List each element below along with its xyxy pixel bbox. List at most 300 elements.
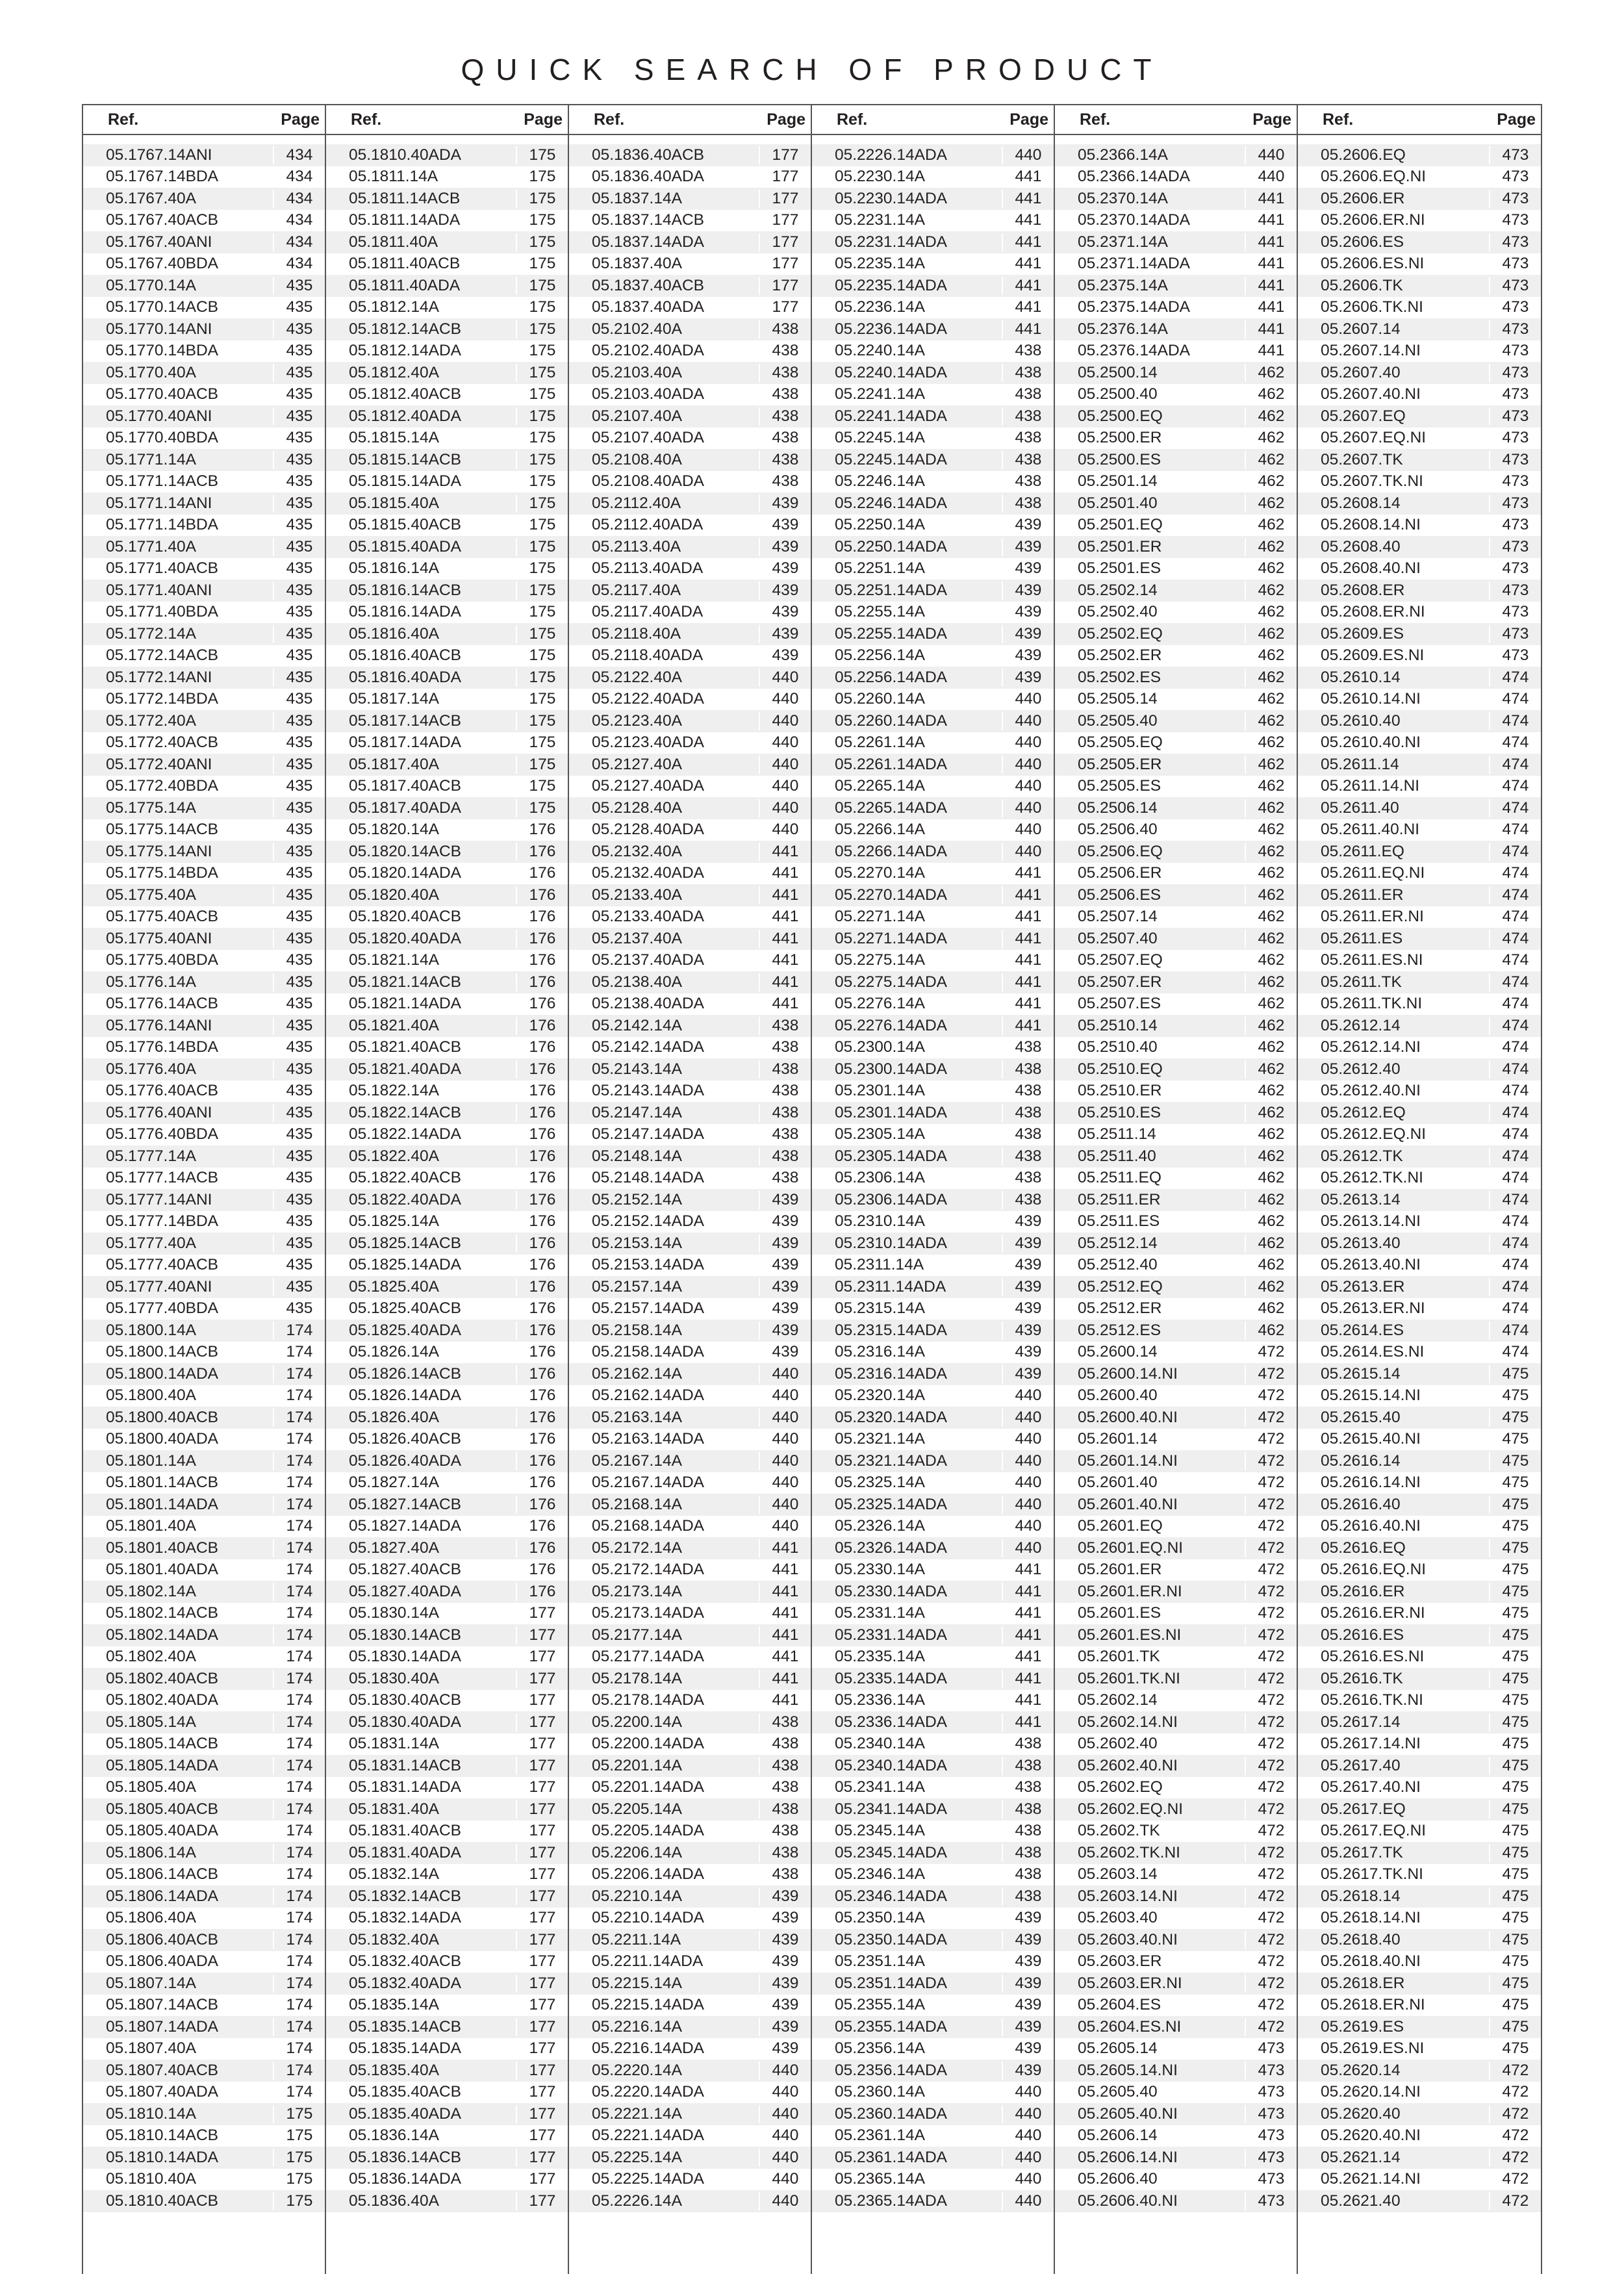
product-ref: 05.1801.14ADA bbox=[106, 1495, 218, 1513]
page-number: 462 bbox=[1245, 1256, 1297, 1274]
product-ref: 05.1831.14A bbox=[349, 1735, 439, 1753]
page-number: 473 bbox=[1245, 2105, 1297, 2123]
page-number: 177 bbox=[516, 2170, 568, 2188]
table-row bbox=[1298, 210, 1541, 232]
page-number: 474 bbox=[1489, 669, 1541, 687]
page-number: 441 bbox=[1245, 233, 1297, 251]
product-ref: 05.1772.40A bbox=[106, 711, 196, 730]
table-row bbox=[812, 1320, 1054, 1342]
product-ref: 05.2246.14ADA bbox=[835, 494, 947, 512]
product-ref: 05.2605.40.NI bbox=[1078, 2104, 1178, 2123]
page-number: 438 bbox=[759, 451, 811, 469]
product-ref: 05.2617.14.NI bbox=[1321, 1735, 1421, 1753]
table-row bbox=[812, 1995, 1054, 2017]
table-row bbox=[326, 971, 568, 993]
table-row bbox=[1055, 1559, 1297, 1581]
page-number: 475 bbox=[1489, 1648, 1541, 1666]
product-ref: 05.2102.40A bbox=[592, 320, 682, 338]
page-number: 473 bbox=[1489, 451, 1541, 469]
page-number: 472 bbox=[1489, 2127, 1541, 2145]
table-row bbox=[1055, 166, 1297, 188]
product-ref: 05.2122.40A bbox=[592, 668, 682, 686]
product-ref: 05.1810.14A bbox=[106, 2104, 196, 2123]
page-number: 441 bbox=[1002, 1670, 1054, 1688]
page-number: 176 bbox=[516, 1452, 568, 1470]
table-row bbox=[1298, 558, 1541, 580]
table-row bbox=[812, 1407, 1054, 1429]
column-header bbox=[812, 104, 1054, 135]
product-ref: 05.2340.14A bbox=[835, 1735, 925, 1753]
product-ref: 05.2142.14A bbox=[592, 1016, 682, 1034]
page-number: 462 bbox=[1245, 1017, 1297, 1035]
page-header: Page bbox=[1497, 110, 1536, 129]
table-row bbox=[569, 1298, 811, 1320]
page-number: 176 bbox=[516, 1125, 568, 1143]
table-row bbox=[1298, 1885, 1541, 1908]
product-ref: 05.2601.ER bbox=[1078, 1561, 1162, 1579]
page-number: 438 bbox=[759, 429, 811, 447]
table-row bbox=[569, 863, 811, 885]
table-row bbox=[812, 1516, 1054, 1538]
page-number: 440 bbox=[759, 756, 811, 774]
product-ref: 05.2132.40A bbox=[592, 842, 682, 860]
page-number: 174 bbox=[273, 1974, 325, 1993]
page-number: 174 bbox=[273, 1626, 325, 1644]
page-number: 441 bbox=[759, 1561, 811, 1579]
page-number: 438 bbox=[759, 1017, 811, 1035]
table-row bbox=[1298, 340, 1541, 363]
product-ref: 05.2603.ER bbox=[1078, 1952, 1162, 1971]
table-row bbox=[569, 1407, 811, 1429]
table-row bbox=[569, 275, 811, 297]
table-row bbox=[1055, 1820, 1297, 1843]
page-number: 440 bbox=[759, 777, 811, 795]
page-number: 438 bbox=[1002, 1757, 1054, 1775]
table-row bbox=[83, 754, 325, 776]
page-number: 462 bbox=[1245, 1278, 1297, 1296]
product-ref: 05.1800.40A bbox=[106, 1386, 196, 1405]
product-ref: 05.2611.ES.NI bbox=[1321, 951, 1423, 969]
page-number: 438 bbox=[759, 1844, 811, 1862]
page-number: 440 bbox=[1002, 1430, 1054, 1448]
table-row bbox=[812, 906, 1054, 928]
product-ref: 05.2601.TK.NI bbox=[1078, 1669, 1180, 1687]
table-row bbox=[1298, 689, 1541, 711]
page-number: 174 bbox=[273, 1474, 325, 1492]
page-number: 439 bbox=[759, 1278, 811, 1296]
page-number: 438 bbox=[759, 1713, 811, 1731]
table-row bbox=[1055, 1450, 1297, 1472]
table-row bbox=[569, 1494, 811, 1516]
table-row bbox=[569, 1145, 811, 1168]
table-row bbox=[83, 2016, 325, 2038]
product-ref: 05.2621.14 bbox=[1321, 2148, 1401, 2166]
page-number: 474 bbox=[1489, 864, 1541, 882]
table-row bbox=[326, 1058, 568, 1080]
table-row bbox=[326, 362, 568, 384]
table-row bbox=[1298, 1690, 1541, 1712]
product-ref: 05.1802.14A bbox=[106, 1582, 196, 1600]
product-ref: 05.2112.40A bbox=[592, 494, 681, 512]
page-number: 475 bbox=[1489, 1778, 1541, 1796]
table-row bbox=[83, 515, 325, 537]
page-number: 177 bbox=[516, 2192, 568, 2210]
product-ref: 05.2607.TK.NI bbox=[1321, 472, 1423, 491]
product-ref: 05.1825.40ADA bbox=[349, 1321, 461, 1339]
page-number: 435 bbox=[273, 516, 325, 534]
product-ref: 05.2266.14ADA bbox=[835, 842, 947, 860]
product-ref: 05.2609.ES.NI bbox=[1321, 646, 1425, 665]
page-number: 472 bbox=[1245, 1757, 1297, 1775]
page-number: 462 bbox=[1245, 494, 1297, 513]
page-number: 439 bbox=[1002, 559, 1054, 578]
page-number: 435 bbox=[273, 646, 325, 665]
table-row bbox=[1298, 2016, 1541, 2038]
table-row bbox=[1298, 188, 1541, 210]
table-row bbox=[569, 1385, 811, 1407]
product-ref: 05.2310.14ADA bbox=[835, 1234, 947, 1252]
product-ref: 05.2506.ER bbox=[1078, 864, 1162, 882]
table-row bbox=[1055, 1276, 1297, 1298]
table-row bbox=[83, 1733, 325, 1756]
table-row bbox=[326, 471, 568, 493]
product-ref: 05.2355.14A bbox=[835, 1996, 925, 2014]
product-ref: 05.2107.40A bbox=[592, 407, 682, 425]
table-row bbox=[569, 1929, 811, 1951]
table-row bbox=[812, 950, 1054, 972]
table-row bbox=[83, 1820, 325, 1843]
page-number: 441 bbox=[1002, 1583, 1054, 1601]
table-row bbox=[569, 1363, 811, 1385]
table-row bbox=[812, 1255, 1054, 1277]
table-row bbox=[83, 2103, 325, 2125]
table-row bbox=[1055, 362, 1297, 384]
page-number: 472 bbox=[1489, 2149, 1541, 2167]
product-ref: 05.2211.14ADA bbox=[592, 1952, 704, 1971]
product-ref: 05.2620.40 bbox=[1321, 2104, 1401, 2123]
product-ref: 05.1812.40A bbox=[349, 363, 439, 381]
product-ref: 05.1772.14ANI bbox=[106, 668, 212, 686]
table-row bbox=[83, 863, 325, 885]
table-row bbox=[569, 797, 811, 819]
product-ref: 05.1836.14ADA bbox=[349, 2170, 461, 2188]
page-number: 462 bbox=[1245, 821, 1297, 839]
page-number: 441 bbox=[1002, 1713, 1054, 1731]
page-number: 472 bbox=[1245, 1735, 1297, 1753]
page-number: 440 bbox=[1002, 146, 1054, 164]
table-row bbox=[812, 318, 1054, 340]
page-number: 176 bbox=[516, 1278, 568, 1296]
product-ref: 05.2370.14ADA bbox=[1078, 211, 1190, 229]
product-ref: 05.1770.40A bbox=[106, 363, 196, 381]
row-list bbox=[83, 144, 325, 2212]
table-row bbox=[812, 1798, 1054, 1820]
product-ref: 05.2127.40A bbox=[592, 755, 682, 773]
table-row bbox=[812, 776, 1054, 798]
product-ref: 05.1827.40A bbox=[349, 1539, 439, 1557]
page-number: 474 bbox=[1489, 1147, 1541, 1166]
ref-header: Ref. bbox=[1080, 110, 1111, 129]
table-row bbox=[1298, 732, 1541, 754]
table-row bbox=[83, 928, 325, 950]
table-row bbox=[569, 1995, 811, 2017]
product-ref: 05.2225.14ADA bbox=[592, 2170, 704, 2188]
table-row bbox=[326, 950, 568, 972]
table-row bbox=[1298, 863, 1541, 885]
product-ref: 05.2601.40 bbox=[1078, 1474, 1158, 1492]
page-number: 438 bbox=[759, 1822, 811, 1840]
table-row bbox=[1055, 1755, 1297, 1777]
page-number: 435 bbox=[273, 1104, 325, 1122]
product-ref: 05.2607.14.NI bbox=[1321, 342, 1421, 360]
table-row bbox=[569, 471, 811, 493]
product-ref: 05.2245.14ADA bbox=[835, 450, 947, 468]
product-ref: 05.1836.40A bbox=[349, 2191, 439, 2210]
table-row bbox=[1298, 515, 1541, 537]
page-number: 177 bbox=[516, 1713, 568, 1731]
table-row bbox=[812, 2169, 1054, 2191]
table-row bbox=[1055, 1690, 1297, 1712]
page-number: 439 bbox=[759, 1931, 811, 1949]
page-number: 174 bbox=[273, 1496, 325, 1514]
page-number: 174 bbox=[273, 1409, 325, 1427]
page-number: 175 bbox=[516, 538, 568, 556]
page-number: 440 bbox=[1002, 1517, 1054, 1535]
table-row bbox=[1298, 667, 1541, 689]
product-ref: 05.2606.EQ.NI bbox=[1321, 168, 1427, 186]
product-ref: 05.2612.EQ.NI bbox=[1321, 1125, 1427, 1143]
product-ref: 05.2618.ER bbox=[1321, 1974, 1405, 1992]
product-ref: 05.2366.14ADA bbox=[1078, 168, 1190, 186]
page-number: 472 bbox=[1245, 1822, 1297, 1840]
product-ref: 05.2320.14ADA bbox=[835, 1408, 947, 1426]
table-row bbox=[1298, 1037, 1541, 1059]
page-number: 440 bbox=[759, 2127, 811, 2145]
product-ref: 05.2611.14.NI bbox=[1321, 777, 1420, 795]
page-number: 176 bbox=[516, 1082, 568, 1100]
page-number: 174 bbox=[273, 1931, 325, 1949]
product-ref: 05.1802.40A bbox=[106, 1648, 196, 1666]
page-number: 441 bbox=[759, 1648, 811, 1666]
table-row bbox=[569, 1603, 811, 1625]
product-ref: 05.1832.14A bbox=[349, 1865, 439, 1884]
product-ref: 05.2512.14 bbox=[1078, 1234, 1158, 1252]
table-row bbox=[1298, 2038, 1541, 2060]
table-row bbox=[569, 841, 811, 863]
product-ref: 05.2112.40ADA bbox=[592, 516, 704, 534]
page-number: 439 bbox=[1002, 1278, 1054, 1296]
table-row bbox=[83, 1058, 325, 1080]
product-ref: 05.1835.14ACB bbox=[349, 2017, 461, 2036]
page-number: 439 bbox=[1002, 1365, 1054, 1383]
product-ref: 05.2610.40.NI bbox=[1321, 734, 1421, 752]
table-row bbox=[569, 2169, 811, 2191]
page-number: 176 bbox=[516, 1561, 568, 1579]
product-ref: 05.2500.14 bbox=[1078, 363, 1158, 381]
product-ref: 05.2201.14A bbox=[592, 1756, 682, 1774]
product-ref: 05.1771.40ANI bbox=[106, 581, 212, 599]
table-row bbox=[83, 1864, 325, 1886]
table-row bbox=[1055, 558, 1297, 580]
product-ref: 05.2601.TK bbox=[1078, 1648, 1160, 1666]
table-row bbox=[1055, 1429, 1297, 1451]
product-ref: 05.2255.14ADA bbox=[835, 624, 947, 643]
product-ref: 05.1825.14ACB bbox=[349, 1234, 461, 1252]
page-number: 472 bbox=[1245, 1386, 1297, 1405]
page-number: 474 bbox=[1489, 1060, 1541, 1079]
page-number: 175 bbox=[516, 277, 568, 295]
product-ref: 05.1770.14ACB bbox=[106, 298, 218, 316]
product-ref: 05.2153.14A bbox=[592, 1234, 682, 1252]
product-ref: 05.2616.40.NI bbox=[1321, 1517, 1421, 1535]
table-row bbox=[812, 1973, 1054, 1995]
table-row bbox=[812, 1624, 1054, 1646]
page-number: 440 bbox=[759, 1386, 811, 1405]
table-row bbox=[326, 166, 568, 188]
product-ref: 05.2241.14A bbox=[835, 385, 925, 403]
page-number: 462 bbox=[1245, 451, 1297, 469]
product-ref: 05.2606.TK bbox=[1321, 276, 1403, 294]
page-number: 177 bbox=[516, 2149, 568, 2167]
page-number: 438 bbox=[759, 1800, 811, 1819]
product-ref: 05.2604.ES.NI bbox=[1078, 2017, 1182, 2036]
product-ref: 05.2608.14 bbox=[1321, 494, 1401, 512]
table-row bbox=[1055, 275, 1297, 297]
page-number: 435 bbox=[273, 429, 325, 447]
table-row bbox=[569, 1080, 811, 1103]
product-ref: 05.2607.TK bbox=[1321, 450, 1403, 468]
product-ref: 05.2107.40ADA bbox=[592, 429, 704, 447]
product-ref: 05.2260.14ADA bbox=[835, 711, 947, 730]
page-number: 435 bbox=[273, 603, 325, 621]
page-number: 174 bbox=[273, 1322, 325, 1340]
product-ref: 05.2602.TK.NI bbox=[1078, 1843, 1180, 1861]
table-row bbox=[326, 1407, 568, 1429]
page-number: 439 bbox=[1002, 1931, 1054, 1949]
page-number: 176 bbox=[516, 1343, 568, 1361]
product-ref: 05.2366.14A bbox=[1078, 146, 1168, 164]
table-row bbox=[83, 340, 325, 363]
page-number: 175 bbox=[516, 559, 568, 578]
product-ref: 05.1831.40ADA bbox=[349, 1843, 461, 1861]
page-number: 175 bbox=[516, 298, 568, 316]
product-ref: 05.1772.40ANI bbox=[106, 755, 212, 773]
page-number: 174 bbox=[273, 1757, 325, 1775]
table-row bbox=[326, 1516, 568, 1538]
product-ref: 05.2152.14ADA bbox=[592, 1212, 704, 1231]
page-number: 462 bbox=[1245, 538, 1297, 556]
table-row bbox=[1055, 449, 1297, 471]
page-number: 472 bbox=[1245, 1670, 1297, 1688]
page-number: 438 bbox=[1002, 1038, 1054, 1056]
page-number: 439 bbox=[759, 494, 811, 513]
product-ref: 05.2305.14ADA bbox=[835, 1147, 947, 1165]
page-number: 441 bbox=[1245, 320, 1297, 339]
page-number: 438 bbox=[1002, 385, 1054, 403]
product-ref: 05.1775.14ANI bbox=[106, 842, 212, 860]
table-row bbox=[83, 405, 325, 428]
table-row bbox=[1055, 2147, 1297, 2169]
product-ref: 05.1836.40ACB bbox=[592, 146, 704, 164]
table-row bbox=[569, 1755, 811, 1777]
page-number: 435 bbox=[273, 1212, 325, 1231]
row-list bbox=[1055, 144, 1297, 2212]
page-number: 472 bbox=[1245, 1800, 1297, 1819]
table-row bbox=[1055, 253, 1297, 275]
page-number: 438 bbox=[1002, 1800, 1054, 1819]
index-column bbox=[569, 104, 812, 2274]
page-number: 472 bbox=[1245, 1887, 1297, 1906]
table-row bbox=[1298, 1124, 1541, 1146]
table-row bbox=[1055, 2038, 1297, 2060]
product-ref: 05.1812.40ACB bbox=[349, 385, 461, 403]
table-row bbox=[83, 210, 325, 232]
page-number: 435 bbox=[273, 864, 325, 882]
table-row bbox=[326, 188, 568, 210]
page-number: 174 bbox=[273, 2018, 325, 2036]
page-number: 175 bbox=[516, 712, 568, 730]
product-ref: 05.2350.14ADA bbox=[835, 1930, 947, 1948]
page-number: 441 bbox=[1002, 190, 1054, 208]
product-ref: 05.1805.14ADA bbox=[106, 1756, 218, 1774]
table-row bbox=[569, 558, 811, 580]
product-ref: 05.2615.14 bbox=[1321, 1364, 1401, 1383]
page-number: 438 bbox=[759, 320, 811, 339]
product-ref: 05.2346.14ADA bbox=[835, 1887, 947, 1905]
page-number: 441 bbox=[759, 951, 811, 969]
page-number: 472 bbox=[1245, 1974, 1297, 1993]
page-number: 441 bbox=[1245, 211, 1297, 229]
page-number: 473 bbox=[1245, 2170, 1297, 2188]
product-ref: 05.2157.14ADA bbox=[592, 1299, 704, 1318]
page-number: 175 bbox=[516, 168, 568, 186]
page-number: 475 bbox=[1489, 1865, 1541, 1884]
product-ref: 05.2615.14.NI bbox=[1321, 1386, 1421, 1405]
table-row bbox=[326, 667, 568, 689]
page-number: 439 bbox=[1002, 1996, 1054, 2014]
page-number: 176 bbox=[516, 1409, 568, 1427]
product-ref: 05.2602.EQ.NI bbox=[1078, 1800, 1184, 1818]
table-row bbox=[326, 231, 568, 253]
product-ref: 05.2235.14A bbox=[835, 255, 925, 273]
page-number: 177 bbox=[759, 298, 811, 316]
product-ref: 05.2311.14ADA bbox=[835, 1277, 946, 1296]
table-row bbox=[326, 1755, 568, 1777]
product-ref: 05.2613.14.NI bbox=[1321, 1212, 1421, 1231]
product-ref: 05.2500.ES bbox=[1078, 450, 1161, 468]
product-ref: 05.2300.14ADA bbox=[835, 1060, 947, 1078]
page-number: 438 bbox=[1002, 407, 1054, 426]
page-number: 472 bbox=[1245, 1583, 1297, 1601]
table-row bbox=[83, 776, 325, 798]
table-row bbox=[569, 2103, 811, 2125]
page-number: 472 bbox=[1245, 1496, 1297, 1514]
table-row bbox=[326, 580, 568, 602]
product-ref: 05.2616.14 bbox=[1321, 1451, 1401, 1470]
product-ref: 05.2210.14A bbox=[592, 1887, 682, 1905]
product-ref: 05.2340.14ADA bbox=[835, 1756, 947, 1774]
product-ref: 05.2117.40A bbox=[592, 581, 681, 599]
product-ref: 05.2163.14A bbox=[592, 1408, 682, 1426]
page-number: 441 bbox=[759, 843, 811, 861]
product-ref: 05.2502.40 bbox=[1078, 603, 1158, 621]
product-ref: 05.2510.14 bbox=[1078, 1016, 1158, 1034]
product-ref: 05.2127.40ADA bbox=[592, 777, 704, 795]
product-ref: 05.2611.14 bbox=[1321, 755, 1399, 773]
page-number: 176 bbox=[516, 973, 568, 991]
table-row bbox=[1298, 1864, 1541, 1886]
product-ref: 05.2341.14ADA bbox=[835, 1800, 947, 1818]
